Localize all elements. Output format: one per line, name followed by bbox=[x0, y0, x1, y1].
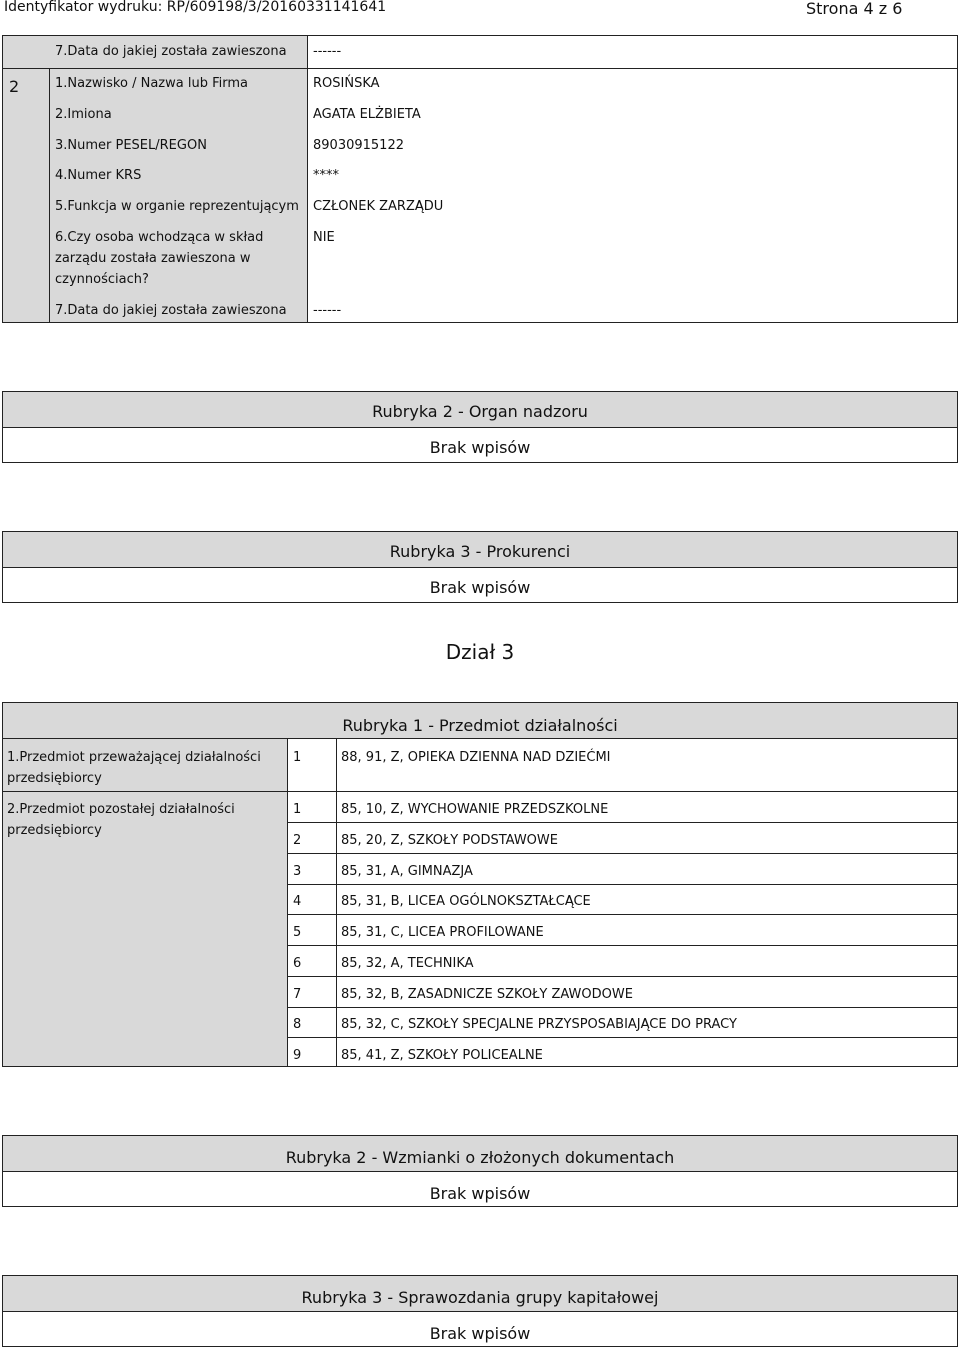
activity-text: 85, 31, B, LICEA OGÓLNOKSZTAŁCĄCE bbox=[341, 894, 591, 909]
section-title: Rubryka 3 - Sprawozdania grupy kapitałowej bbox=[301, 1288, 659, 1307]
other-activity-label: 2.Przedmiot pozostałej działalności przedsiębiorcy bbox=[7, 802, 235, 838]
empty-entries-text: Brak wpisów bbox=[429, 578, 531, 597]
activity-number: 8 bbox=[293, 1017, 302, 1032]
section-header-sprawozdania bbox=[2, 1275, 958, 1312]
members-table bbox=[2, 35, 958, 323]
activity-text: 85, 31, C, LICEA PROFILOWANE bbox=[341, 925, 544, 940]
section-body-prokurenci bbox=[2, 567, 958, 603]
activity-table bbox=[2, 738, 958, 1067]
division-title: Dział 3 bbox=[445, 640, 515, 664]
activity-text: 85, 32, B, ZASADNICZE SZKOŁY ZAWODOWE bbox=[341, 987, 633, 1002]
member-row-label: 4.Numer KRS bbox=[55, 168, 142, 183]
member-row-value: NIE bbox=[313, 230, 335, 245]
section-body-sprawozdania bbox=[2, 1311, 958, 1347]
section-header-prokurenci bbox=[2, 531, 958, 568]
member-row-value: CZŁONEK ZARZĄDU bbox=[313, 199, 444, 214]
empty-entries-text: Brak wpisów bbox=[429, 1324, 531, 1343]
main-activity-label: 1.Przedmiot przeważającej działalności przedsiębiorcy bbox=[7, 750, 261, 786]
member-row-value: **** bbox=[313, 168, 339, 183]
activity-text: 85, 10, Z, WYCHOWANIE PRZEDSZKOLNE bbox=[341, 802, 609, 817]
activity-text: 85, 32, A, TECHNIKA bbox=[341, 956, 474, 971]
member-row-label: 3.Numer PESEL/REGON bbox=[55, 138, 207, 153]
section-body-organ-nadzoru bbox=[2, 427, 958, 463]
activity-number: 2 bbox=[293, 833, 302, 848]
activity-text: 85, 31, A, GIMNAZJA bbox=[341, 864, 473, 879]
print-identifier: Identyfikator wydruku: RP/609198/3/20160331141641 bbox=[4, 0, 387, 15]
member-row-label: 7.Data do jakiej została zawieszona bbox=[55, 303, 287, 318]
member-row-value: ROSIŃSKA bbox=[313, 76, 380, 91]
activity-number: 9 bbox=[293, 1048, 302, 1063]
value-column bbox=[307, 36, 957, 322]
member-row-value: ------ bbox=[313, 44, 342, 59]
section-title: Rubryka 1 - Przedmiot działalności bbox=[342, 716, 618, 735]
member-row-label: 1.Nazwisko / Nazwa lub Firma bbox=[55, 76, 248, 91]
member-row-label: 6.Czy osoba wchodząca w skład zarządu została zawieszona w czynnościach? bbox=[55, 230, 264, 287]
activity-number: 5 bbox=[293, 925, 302, 940]
page-number: Strona 4 z 6 bbox=[806, 0, 903, 18]
section-header-organ-nadzoru bbox=[2, 391, 958, 428]
section-header-wzmianki bbox=[2, 1135, 958, 1172]
activity-number: 7 bbox=[293, 987, 302, 1002]
member-row-value: AGATA ELŻBIETA bbox=[313, 107, 421, 122]
section-header-przedmiot bbox=[2, 702, 958, 739]
activity-number: 3 bbox=[293, 864, 302, 879]
section-title: Rubryka 2 - Wzmianki o złożonych dokumentach bbox=[285, 1148, 675, 1167]
activity-number: 1 bbox=[293, 802, 302, 817]
activity-number: 1 bbox=[293, 750, 302, 765]
section-title: Rubryka 2 - Organ nadzoru bbox=[372, 402, 588, 421]
member-row-label: 2.Imiona bbox=[55, 107, 112, 122]
empty-entries-text: Brak wpisów bbox=[429, 1184, 531, 1203]
member-row-value: ------ bbox=[313, 303, 342, 318]
section-body-wzmianki bbox=[2, 1171, 958, 1207]
member-row-value: 89030915122 bbox=[313, 138, 404, 153]
activity-number: 6 bbox=[293, 956, 302, 971]
activity-number: 4 bbox=[293, 894, 302, 909]
member-row-label: 7.Data do jakiej została zawieszona bbox=[55, 44, 287, 59]
section-title: Rubryka 3 - Prokurenci bbox=[389, 542, 571, 561]
member-row-label: 5.Funkcja w organie reprezentującym bbox=[55, 199, 299, 214]
activity-text: 85, 32, C, SZKOŁY SPECJALNE PRZYSPOSABIAJĄCE DO PRACY bbox=[341, 1017, 737, 1032]
person-number: 2 bbox=[9, 77, 20, 96]
activity-text: 88, 91, Z, OPIEKA DZIENNA NAD DZIEĆMI bbox=[341, 750, 611, 765]
activity-text: 85, 20, Z, SZKOŁY PODSTAWOWE bbox=[341, 833, 558, 848]
empty-entries-text: Brak wpisów bbox=[429, 438, 531, 457]
activity-text: 85, 41, Z, SZKOŁY POLICEALNE bbox=[341, 1048, 543, 1063]
